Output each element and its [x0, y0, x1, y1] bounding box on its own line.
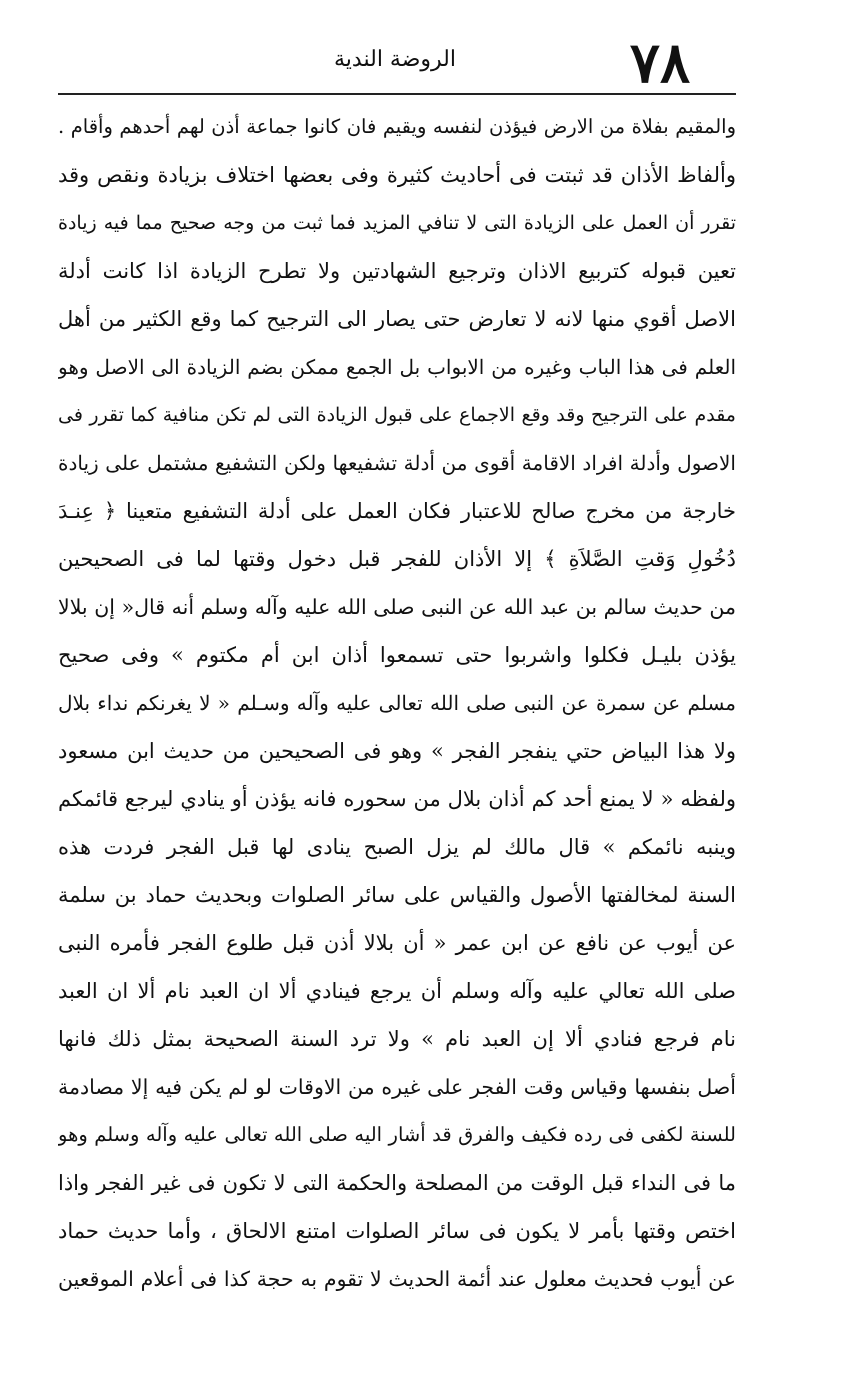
- text-line: من حديث سالم بن عبد الله عن النبى صلى الله عليه وآله وسلم أنه قال« إن بلالا: [58, 595, 736, 619]
- text-line: ولا هذا البياض حتي ينفجر الفجر » وهو فى الصحيحين من حديث ابن مسعود: [58, 739, 736, 763]
- text-line: العلم فى هذا الباب وغيره من الابواب بل الجمع ممكن بضم الزيادة الى الاصل وهو: [58, 355, 736, 379]
- text-line: ما فى النداء قبل الوقت من المصلحة والحكمة التى لا تكون فى غير الفجر واذا: [58, 1171, 736, 1195]
- text-line: تعين قبوله كتربيع الاذان وترجيع الشهادتين ولا تطرح الزيادة اذا كانت أدلة: [58, 259, 736, 283]
- text-line: وألفاظ الأذان قد ثبتت فى أحاديث كثيرة وفى بعضها اختلاف بزيادة ونقص وقد: [58, 163, 736, 187]
- text-line: الاصول وأدلة افراد الاقامة أقوى من أدلة تشفيعها ولكن التشفيع مشتمل على زيادة: [58, 451, 736, 475]
- text-line: للسنة لكفى فى رده فكيف والفرق قد أشار اليه صلى الله تعالى عليه وآله وسلم وهو: [58, 1123, 736, 1146]
- text-line: خارجة من مخرج صالح للاعتبار فكان العمل على أدلة التشفيع متعينا ﴿ عِنـدَ: [58, 499, 736, 523]
- text-line: الاصل أقوي منها لانه لا تعارض حتى يصار الى الترجيح كما وقع الكثير من أهل: [58, 307, 736, 331]
- body-text: [58, 103, 736, 1303]
- text-line: تقرر أن العمل على الزيادة التى لا تنافي المزيد فما ثبت من وجه صحيح مما فيه زيادة: [58, 212, 736, 234]
- text-line: مقدم على الترجيح وقد وقع الاجماع على قبول الزيادة التى لم تكن منافية كما تقرر فى: [58, 404, 736, 426]
- text-line: عن أيوب فحديث معلول عند أئمة الحديث لا تقوم به حجة كذا فى أعلام الموقعين: [58, 1267, 736, 1291]
- text-line: يؤذن بليـل فكلوا واشربوا حتى تسمعوا أذان ابن أم مكتوم » وفى صحيح: [58, 643, 736, 667]
- text-line: دُخُولِ وَقتِ الصَّلاَةِ ﴾ إلا الأذان للفجر قبل دخول وقتها لما فى الصحيحين: [58, 547, 736, 571]
- text-line: والمقيم بفلاة من الارض فيؤذن لنفسه ويقيم فان كانوا جماعة أذن لهم أحدهم وأقام .: [58, 115, 736, 138]
- text-line: ولفظه « لا يمنع أحد كم أذان بلال من سحوره فانه يؤذن أو ينادي ليرجع قائمكم: [58, 787, 736, 811]
- text-line: صلى الله تعالي عليه وآله وسلم أن يرجع فينادي ألا ان العبد نام ألا ان العبد: [58, 979, 736, 1003]
- text-line: نام فرجع فنادي ألا إن العبد نام » ولا ترد السنة الصحيحة بمثل ذلك فانها: [58, 1027, 736, 1051]
- header-rule: [58, 93, 736, 95]
- text-line: مسلم عن سمرة عن النبى صلى الله تعالى عليه وآله وسـلم « لا يغرنكم نداء بلال: [58, 691, 736, 715]
- text-line: عن أيوب عن نافع عن ابن عمر « أن بلالا أذن قبل طلوع الفجر فأمره النبى: [58, 931, 736, 955]
- text-line: وينبه نائمكم » قال مالك لم يزل الصبح ينادى لها قبل الفجر فردت هذه: [58, 835, 736, 859]
- running-title: الروضة الندية: [334, 47, 456, 72]
- text-line: اختص وقتها بأمر لا يكون فى سائر الصلوات امتنع الالحاق ، وأما حديث حماد: [58, 1219, 736, 1243]
- text-line: السنة لمخالفتها الأصول والقياس على سائر الصلوات وبحديث حماد بن سلمة: [58, 883, 736, 907]
- text-line: أصل بنفسها وقياس وقت الفجر على غيره من الاوقات لو لم يكن فيه إلا مصادمة: [58, 1075, 736, 1099]
- page-number: ٧٨: [629, 30, 691, 96]
